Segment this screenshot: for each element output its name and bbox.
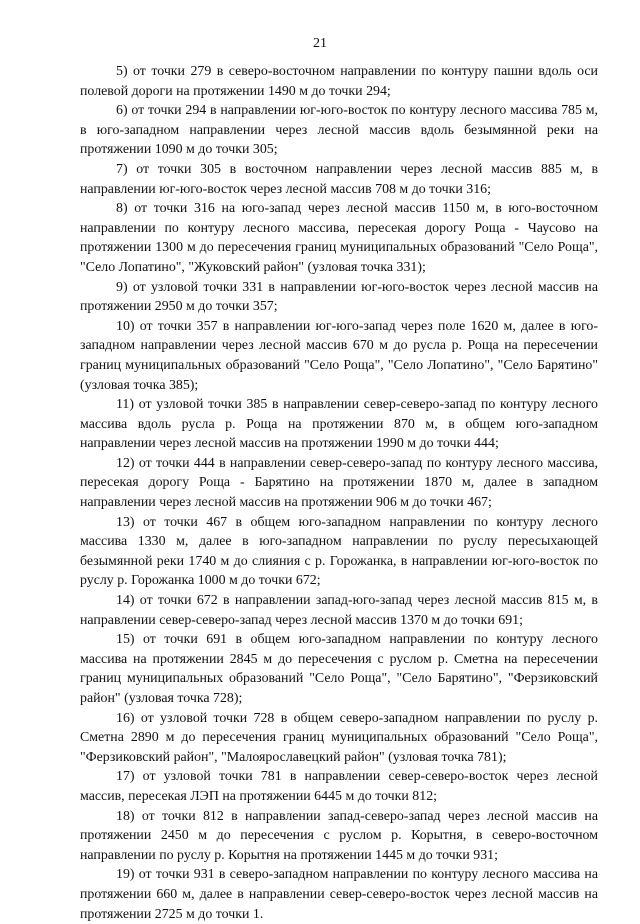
paragraph-item-12: 12) от точки 444 в направлении север-северо-запад по контуру лесного массива, пересекая дорогу Роща - Барятино на протяжении 1870 м, далее в западном направлении через лесной массив на протяжении 906 м до точки 467; (80, 455, 598, 511)
paragraph-item-7: 7) от точки 305 в восточном направлении через лесной массив 885 м, в направлении юг-юго-восток через лесной массив 708 м до точки 316; (80, 161, 598, 197)
paragraph-item-13: 13) от точки 467 в общем юго-западном направлении по контуру лесного массива 1330 м, далее в юго-западном направлении по руслу пересыхающей безымянной реки 1740 м до слияния с р. Горожанка, в направлении юг-юго-восток по руслу р. Горожанка 1000 м до точки 672; (80, 514, 598, 589)
paragraph-item-6: 6) от точки 294 в направлении юг-юго-восток по контуру лесного массива 785 м, в юго-западном направлении через лесной массив вдоль безымянной реки на протяжении 1090 м до точки 305; (80, 103, 598, 158)
paragraph-item-19: 19) от точки 931 в северо-западном направлении по контуру лесного массива на протяжении 660 м, далее в направлении север-северо-восток через лесной массив на протяжении 2725 м до точки 1. (80, 867, 598, 922)
paragraph-item-9: 9) от узловой точки 331 в направлении юг-юго-восток через лесной массив на протяжении 2950 м до точки 357; (80, 279, 598, 315)
paragraph-item-14: 14) от точки 672 в направлении запад-юго-запад через лесной массив 815 м, в направлении север-северо-запад через лесной массив 1370 м до точки 691; (80, 593, 598, 628)
paragraph-item-5: 5) от точки 279 в северо-восточном направлении по контуру пашни вдоль оси полевой дороги на протяжении 1490 м до точки 294; (80, 64, 598, 99)
page-number: 21 (313, 36, 327, 51)
paragraph-item-15: 15) от точки 691 в общем юго-западном направлении по контуру лесного массива на протяжении 2845 м до пересечения с руслом р. Сметна на пересечении границ муниципальных образований "Село Роща", "Село Барятино", "Ферзиковский район" (узловая точка 728); (80, 632, 598, 706)
paragraph-item-18: 18) от точки 812 в направлении запад-северо-запад через лесной массив на протяжении 2450 м до пересечения с руслом р. Корытня, в северо-восточном направлении по руслу р. Корытня на протяжении 1445 м до точки 931; (80, 808, 598, 863)
paragraph-item-8: 8) от точки 316 на юго-запад через лесной массив 1150 м, в юго-восточном направлении по контуру лесного массива, пересекая дорогу Роща - Чаусово на протяжении 1300 м до пересечения границ муниципальных образований "Село Роща", "Село Лопатино", "Жуковский район" (узловая точка 331); (80, 201, 598, 275)
paragraph-item-16: 16) от узловой точки 728 в общем северо-западном направлении по руслу р. Сметна 2890 м до пересечения границ муниципальных образований "Село Роща", "Ферзиковский район", "Малоярославецкий район" (узловая точка 781); (80, 710, 598, 765)
document-body (80, 62, 598, 924)
paragraph-item-10: 10) от точки 357 в направлении юг-юго-запад через поле 1620 м, далее в юго-западном направлении через лесной массив 670 м до русла р. Роща на пересечении границ муниципальных образований "Село Роща", "Село Лопатино", "Село Барятино" (узловая точка 385); (80, 318, 598, 393)
paragraph-item-11: 11) от узловой точки 385 в направлении север-северо-запад по контуру лесного массива вдоль русла р. Роща на протяжении 870 м, в общем юго-западном направлении через лесной массив на протяжении 1990 м до точки 444; (80, 397, 598, 452)
paragraph-item-17: 17) от узловой точки 781 в направлении север-северо-восток через лесной массив, пересекая ЛЭП на протяжении 6445 м до точки 812; (80, 769, 598, 804)
